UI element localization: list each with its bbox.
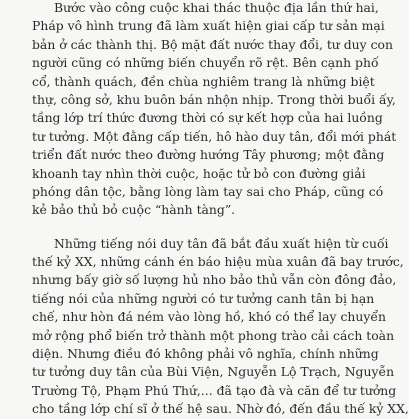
text-line: tư tưởng. Một đằng cấp tiến, hô hào duy tân, đổi mới phát: [32, 128, 397, 144]
paragraph-1: [32, 0, 397, 220]
text-line: bản ở các thành thị. Bộ mặt đất nước thay đổi, tư duy con: [32, 36, 393, 52]
text-line: triển đất nước theo đường hướng Tây phương; một đằng: [32, 147, 385, 163]
paragraph-gap: [32, 220, 392, 235]
text-line: tiếng nói của những người có tư tưởng canh tân bị hạn: [32, 290, 375, 306]
paragraph-2: [32, 235, 409, 419]
text-line: diện. Nhưng điều đó không phải vô nghĩa, chính những: [32, 346, 379, 362]
text-line: kẻ bảo thủ bỏ cuộc “hành tàng”.: [32, 202, 236, 218]
text-line: thự, công sở, khu buôn bán nhộn nhịp. Trong thời buổi ấy,: [32, 91, 396, 107]
text-line: người cũng có những biến chuyển rõ rệt. Bên cạnh phố: [32, 55, 379, 71]
text-line: cổ, thành quách, đền chùa nghiêm trang là những biệt: [32, 73, 375, 89]
text-line: khoanh tay nhìn thời cuộc, hoặc tử bỏ con đường giải: [32, 165, 366, 181]
text-line: Những tiếng nói duy tân đã bắt đầu xuất hiện từ cuối: [54, 235, 389, 251]
text-line: tư tưởng duy tân của Bùi Viện, Nguyễn Lộ Trạch, Nguyễn: [32, 364, 395, 380]
text-line: thế kỷ XX, những cánh én báo hiệu mùa xuân đã bay trước,: [32, 254, 404, 270]
body-text: [32, 0, 409, 419]
text-line: Bước vào công cuộc khai thác thuộc địa lần thứ hai,: [54, 0, 379, 15]
text-line: mở rộng phổ biến trở thành một phong trào cải cách toàn: [32, 327, 395, 343]
text-line: cho tầng lớp chí sĩ ở thế hệ sau. Nhờ đó, đến đầu thế kỷ XX,: [32, 401, 409, 417]
text-line: nhưng bấy giờ số lượng hủ nho bảo thủ vẫn còn đông đảo,: [32, 272, 397, 288]
text-line: chế, như hòn đá ném vào lòng hồ, khó có thể lay chuyển: [32, 309, 386, 325]
text-line: tầng lớp trí thức đương thời có sự kết hợp của hai luồng: [32, 110, 383, 126]
text-line: Trường Tộ, Phạm Phú Thứ,... đã tạo đà và căn để tư tưởng: [32, 382, 397, 398]
text-line: Pháp vô hình trung đã làm xuất hiện giai cấp tư sản mại: [32, 18, 385, 34]
text-line: phóng dân tộc, bằng lòng làm tay sai cho Pháp, cũng có: [32, 183, 384, 199]
